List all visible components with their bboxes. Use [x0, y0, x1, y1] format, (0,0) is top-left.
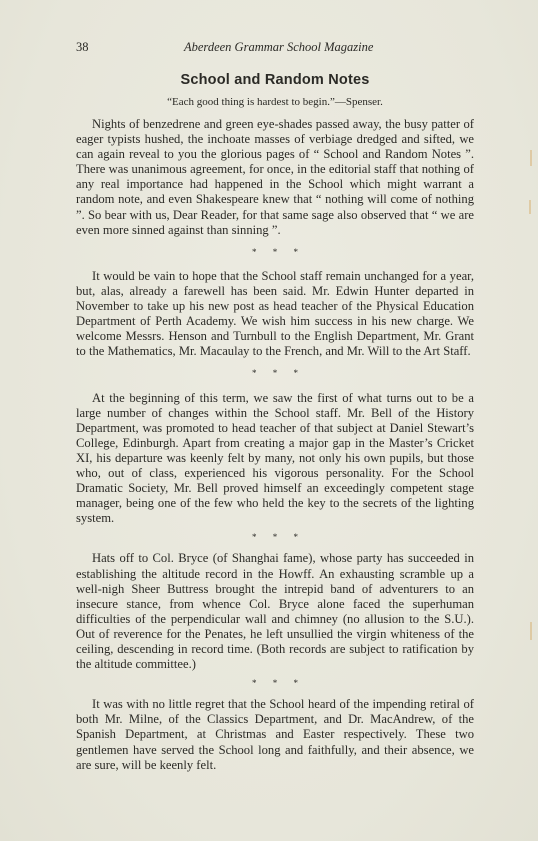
paragraph: At the beginning of this term, we saw the first of what turns out to be a large number of changes within the School staff. Mr. Bell of the History Department, was promoted to head teacher of that subject at Daniel Stewart’s College, Edinburgh. Apart from creating a major gap in the Master’s Cricket XI, his departure was keenly felt by many, not only his own pupils, but those who, out of class, experienced his vigorous personality. For the School Dramatic Society, Mr. Bell proved himself an exceedingly competent stage manager, being one of the few who held the key to the secrets of the lighting system. — [76, 390, 474, 526]
page-number: 38 — [76, 40, 89, 54]
paragraph: Nights of benzedrene and green eye-shades passed away, the busy patter of eager typists hushed, the inchoate masses of verbiage dredged and sifted, we can again reveal to you the glorious pages of “ School and Random Notes ”. There was unanimous agreement, for once, in the editorial staff that nothing of any real importance had happened in the School which might warrant a random note, and even Shakespeare knew that “ nothing will come of nothing ”. So bear with us, Dear Reader, for that same sage also observed that “ we are even more sinned against than sinning ”. — [76, 117, 474, 237]
page-stain — [530, 622, 532, 640]
epigraph: “Each good thing is hardest to begin.”—Spenser. — [167, 96, 383, 108]
paragraph: It was with no little regret that the School heard of the impending retiral of both Mr. Milne, of the Classics Department, and Dr. MacAndrew, of the Spanish Department, at Christmas and Easter respectively. These two gentlemen have served the School long and faithfully, and their absence, we are sure, will be keenly felt. — [76, 697, 474, 772]
paragraph: Hats off to Col. Bryce (of Shanghai fame), whose party has succeeded in establishing the altitude record in the Howff. An exhausting scramble up a well-nigh Sheer Buttress brought the intrepid band of adventurers to an insecure stance, from whence Col. Bryce alone faced the superhuman difficulties of the perpendicular wall and chimney (no allusion to the S.U.). Out of reverence for the Penates, he left unsullied the virgin whiteness of the ceiling, descending in record time. (Both records are subject to ratification by the altitude committee.) — [76, 551, 474, 672]
section-separator: * * * — [252, 246, 298, 257]
page-header — [76, 40, 474, 58]
section-separator: * * * — [252, 368, 298, 379]
article-title: School and Random Notes — [180, 72, 370, 88]
page-stain — [529, 200, 531, 214]
running-head: Aberdeen Grammar School Magazine — [184, 40, 374, 54]
paragraph: It would be vain to hope that the School staff remain unchanged for a year, but, alas, already a farewell has been said. Mr. Edwin Hunter departed in November to take up his new post as head teacher of the Physical Education Department of Perth Academy. We wish him success in his new charge. We welcome Messrs. Henson and Turnbull to the English Department, Mr. Grant to the Mathematics, Mr. Macaulay to the French, and Mr. Will to the Art Staff. — [76, 268, 474, 359]
article-body — [76, 117, 474, 773]
section-separator: * * * — [252, 678, 298, 689]
page-stain — [530, 150, 532, 166]
section-separator: * * * — [252, 532, 298, 543]
